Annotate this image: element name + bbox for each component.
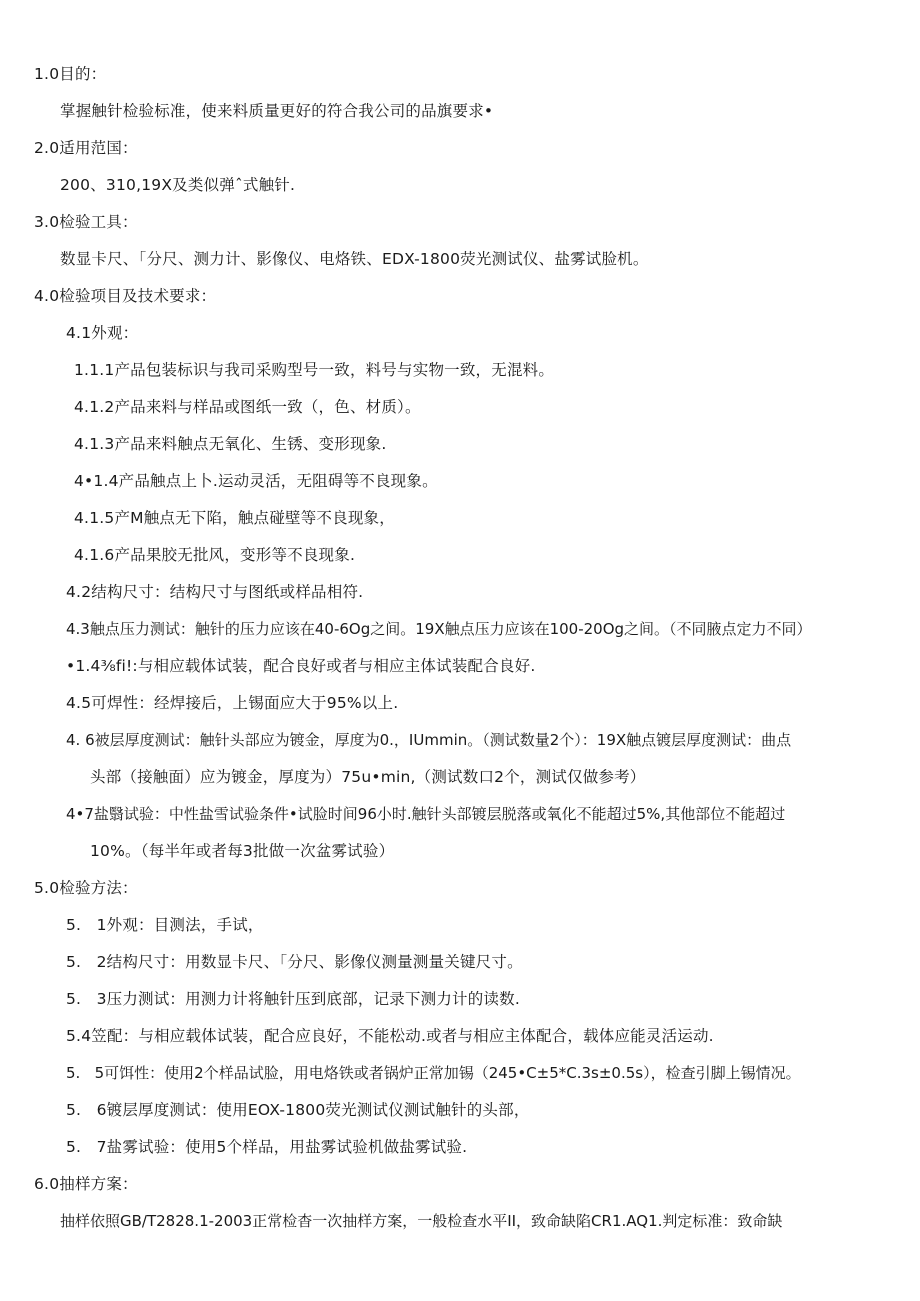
item-4-2: 4.2结构尺寸：结构尺寸与图纸或样品相符. (66, 583, 364, 601)
item-5-4: 5.4笠配：与相应载体试装，配合应良好，不能松动.或者与相应主体配合，载体应能灵活运动. (66, 1027, 714, 1045)
item-4-6-line-2: 头部（接触面）应为镀金，厚度为）75u•min,（测试数口2个，测试仅做参考） (90, 768, 646, 786)
section-2-body: 200、310,19X及类似弹ˆ式触针. (60, 176, 296, 194)
item-5-5: 5. 5可饵性：使用2个样品试脸，用电烙铁或者锅炉正常加锡（245•C±5*C.3s±0.5s），检查引脚上锡情况。 (66, 1064, 801, 1082)
item-5-3: 5. 3压力测试：用测力计将触针压到底部，记录下测力计的读数. (66, 990, 520, 1008)
item-5-1: 5. 1外观：目测法，手试， (66, 916, 264, 934)
item-4-1-2: 4.1.2产品来料与样品或图纸一致（，色、材质）。 (74, 398, 421, 416)
section-6-body: 抽样依照GB/T2828.1-2003正常检杳一次抽样方案，一般检查水平II，致命缺陷CR1.AQ1.判定标准：致命缺 (60, 1212, 783, 1230)
section-3-body: 数显卡尺、「分尺、测力计、影像仪、电烙铁、EDX-1800荧光测试仪、盐雾试脸机。 (60, 250, 649, 268)
section-5-title: 5.0检验方法： (34, 879, 138, 897)
item-4-1-4: 4•1.4产品触点上卜.运动灵活，无阻碍等不良现象。 (74, 472, 438, 490)
item-4-1-1: 1.1.1产品包装标识与我司采购型号一致，料号与实物一致，无混料。 (74, 361, 555, 379)
section-1-body: 掌握触针检验标准，使来料质量更好的符合我公司的品旗要求• (60, 102, 494, 120)
item-4-3: 4.3触点压力测试：触针的压力应该在40-6Og之间。19X触点压力应该在100-20Og之间。（不同腋点定力不同） (66, 620, 812, 638)
item-4-1-6: 4.1.6产品果胶无批风，变形等不良现象. (74, 546, 356, 564)
item-5-2: 5. 2结构尺寸：用数显卡尺、「分尺、影像仪测量测量关键尺寸。 (66, 953, 523, 971)
item-4-1-3: 4.1.3产品来料触点无氧化、生锈、变形现象. (74, 435, 387, 453)
section-4-1-title: 4.1外观： (66, 324, 139, 342)
section-2-title: 2.0适用范国： (34, 139, 138, 157)
section-4-title: 4.0检验项目及技术要求： (34, 287, 217, 305)
section-6-title: 6.0抽样方案： (34, 1175, 138, 1193)
item-4-7-line-2: 10%。（每半年或者每3批做一次盆雾试验） (90, 842, 395, 860)
item-5-6: 5. 6镀层厚度测试：使用EOX-1800荧光测试仪测试触针的头部， (66, 1101, 530, 1119)
section-1-title: 1.0目的： (34, 65, 107, 83)
item-4-6-line-1: 4. 6被层厚度测试：触针头部应为镀金，厚度为0.，IUmmin。（测试数量2个）：19X触点镀层厚度测试：曲点 (66, 731, 792, 749)
item-4-1-5: 4.1.5产M触点无下陷，触点碰壁等不良现象， (74, 509, 395, 527)
item-4-7-line-1: 4•7盐翳试验：中性盐雪试验条件•试脸时间96小时.触针头部镀层脱落或氧化不能超过5%,其他部位不能超过 (66, 805, 786, 823)
item-4-5: 4.5可焊性：经焊接后，上锡面应大于95%以上. (66, 694, 399, 712)
item-4-4: •1.4⅜fi!:与相应载体试装，配合良好或者与相应主体试装配合良好. (66, 657, 536, 675)
section-3-title: 3.0检验工具： (34, 213, 138, 231)
item-5-7: 5. 7盐雾试验：使用5个样品，用盐雾试验机做盐雾试验. (66, 1138, 468, 1156)
